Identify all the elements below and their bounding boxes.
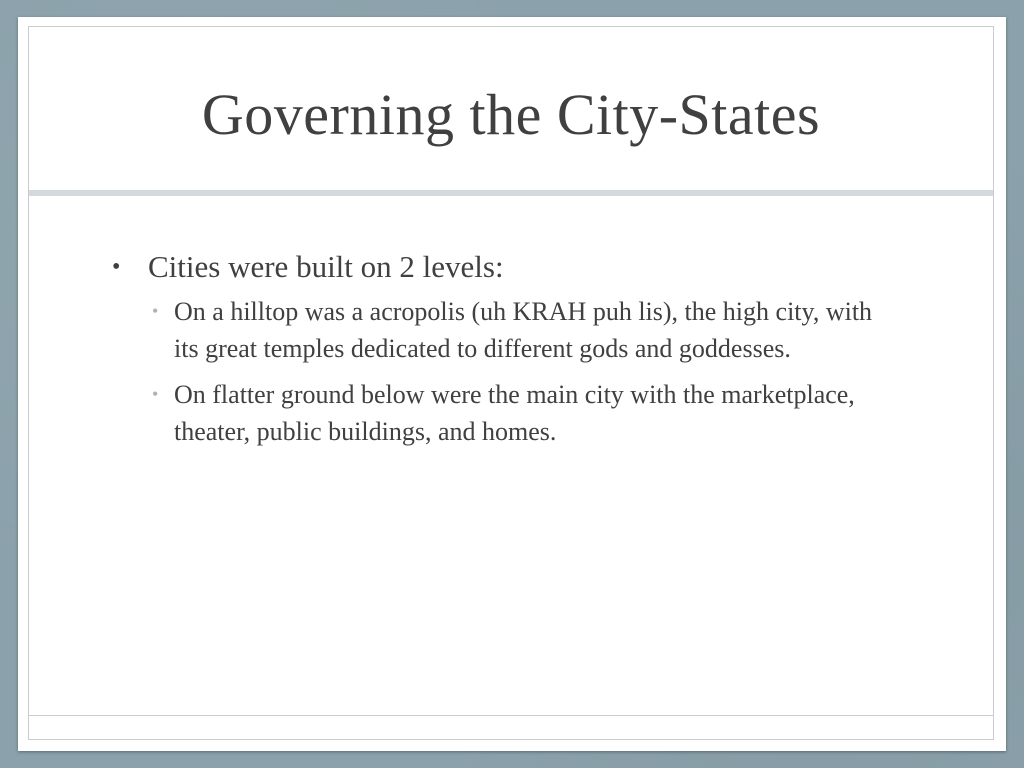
sub-bullet-text: On flatter ground below were the main city with the marketplace, theater, public buildings, and homes. [174,380,855,446]
bullet-item [100,247,900,287]
footer-divider [29,715,993,716]
sub-bullet-list [100,293,900,450]
slide-title: Governing the City-States [201,82,821,147]
title-area [29,27,993,190]
sub-bullet-item [152,293,900,367]
sub-bullet-marker: • [152,301,159,321]
sub-bullet-marker: • [152,384,159,404]
bullet-marker: • [112,254,121,280]
title-divider [29,190,993,196]
slide-content [100,247,900,459]
sub-bullet-item [152,376,900,450]
sub-bullet-text: On a hilltop was a acropolis (uh KRAH puh lis), the high city, with its great temples dedicated to different gods and goddesses. [174,297,873,363]
slide [18,17,1006,751]
bullet-text: Cities were built on 2 levels: [148,249,504,284]
